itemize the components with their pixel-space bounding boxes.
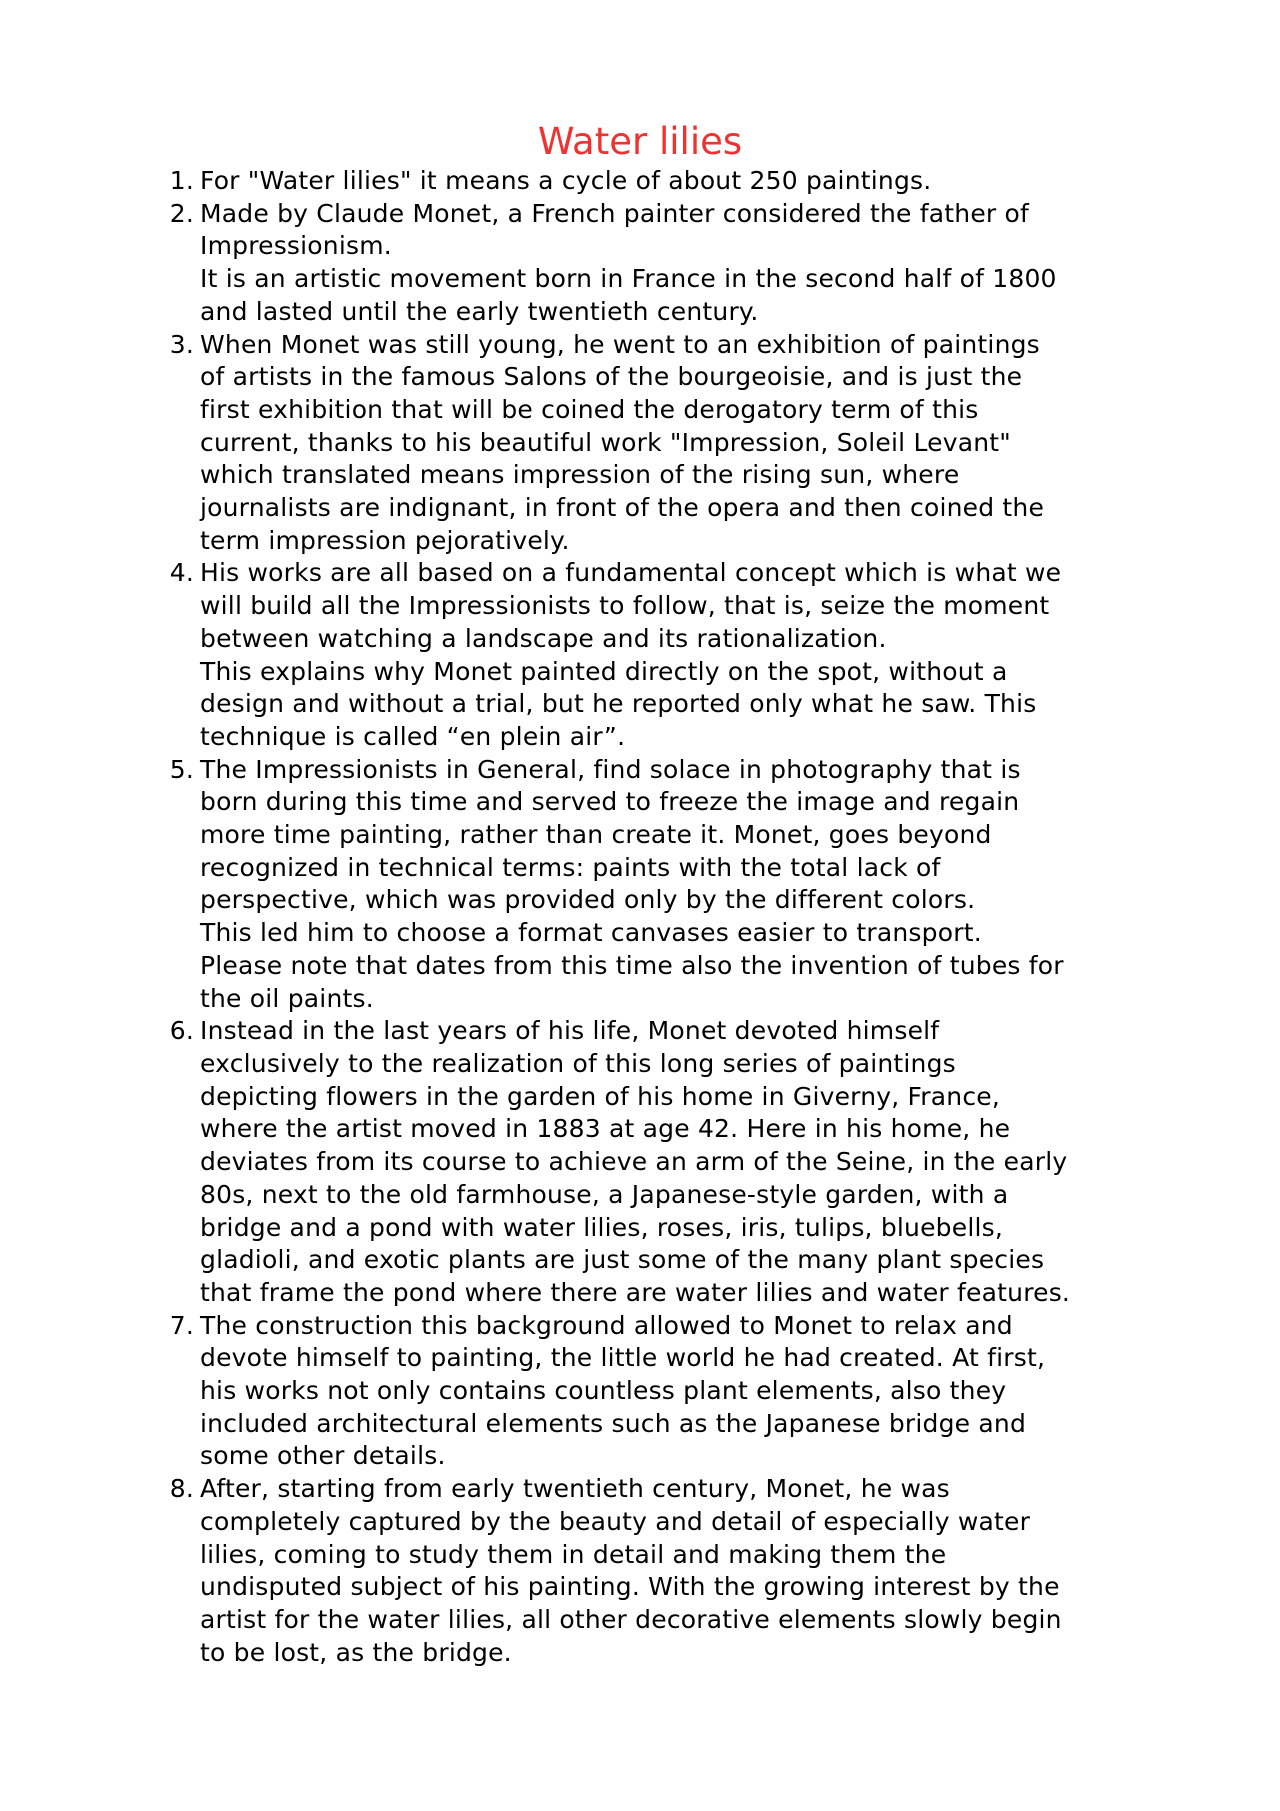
- text-line: The Impressionists in General, find solace in photography that is: [200, 754, 1021, 784]
- text-line: included architectural elements such as the Japanese bridge and: [200, 1408, 1027, 1438]
- text-line: completely captured by the beauty and detail of especially water: [200, 1506, 1031, 1536]
- text-line: design and without a trial, but he reported only what he saw. This: [200, 689, 1037, 719]
- text-line: After, starting from early twentieth century, Monet, he was: [200, 1474, 950, 1504]
- text-line: 80s, next to the old farmhouse, a Japanese-style garden, with a: [200, 1179, 1009, 1209]
- text-line: born during this time and served to freeze the image and regain: [200, 787, 1020, 817]
- text-line: between watching a landscape and its rationalization.: [200, 623, 887, 653]
- list-item-paragraph: [200, 263, 1180, 328]
- text-line: lilies, coming to study them in detail and making them the: [200, 1539, 947, 1569]
- list-item-number: 2.: [169, 198, 194, 228]
- list-item: [0, 754, 1280, 1016]
- text-line: The construction this background allowed to Monet to relax and: [200, 1310, 1013, 1340]
- list-item-number: 1.: [169, 166, 194, 195]
- list-item-paragraph: [200, 1310, 1180, 1474]
- text-line: gladioli, and exotic plants are just some of the many plant species: [200, 1245, 1045, 1275]
- text-line: It is an artistic movement born in France in the second half of 1800: [200, 264, 1057, 294]
- text-line: For "Water lilies" it means a cycle of about 250 paintings.: [200, 166, 932, 195]
- list-item-number: 5.: [169, 754, 194, 784]
- list-item-paragraph: [200, 329, 1180, 558]
- text-line: some other details.: [200, 1441, 446, 1471]
- list-item-paragraph: [200, 557, 1180, 655]
- text-line: This explains why Monet painted directly on the spot, without a: [200, 656, 1008, 686]
- text-line: His works are all based on a fundamental concept which is what we: [200, 558, 1062, 588]
- text-line: which translated means impression of the rising sun, where: [200, 460, 960, 490]
- list-item: [0, 1015, 1280, 1309]
- text-line: the oil paints.: [200, 983, 374, 1013]
- list-item-paragraph: [200, 950, 1180, 1015]
- text-line: artist for the water lilies, all other decorative elements slowly begin: [200, 1604, 1062, 1634]
- text-line: Made by Claude Monet, a French painter considered the father of: [200, 198, 1030, 228]
- text-line: his works not only contains countless plant elements, also they: [200, 1376, 1007, 1406]
- numbered-list: [0, 165, 1280, 1669]
- text-line: recognized in technical terms: paints with the total lack of: [200, 852, 941, 882]
- list-item-number: 3.: [169, 329, 194, 359]
- list-item: [0, 329, 1280, 558]
- text-line: technique is called “en plein air”.: [200, 721, 626, 751]
- list-item: [0, 165, 1280, 198]
- list-item-paragraph: [200, 656, 1180, 754]
- list-item: [0, 1310, 1280, 1474]
- list-item-paragraph: [200, 198, 1180, 263]
- text-line: will build all the Impressionists to follow, that is, seize the moment: [200, 591, 1050, 621]
- text-line: Instead in the last years of his life, Monet devoted himself: [200, 1016, 940, 1046]
- text-line: Please note that dates from this time also the invention of tubes for: [200, 950, 1064, 980]
- text-line: more time painting, rather than create it. Monet, goes beyond: [200, 820, 992, 850]
- text-line: Impressionism.: [200, 231, 392, 261]
- page-title: Water lilies: [537, 120, 743, 163]
- list-item-number: 6.: [169, 1016, 194, 1046]
- text-line: depicting flowers in the garden of his home in Giverny, France,: [200, 1081, 1001, 1111]
- text-line: bridge and a pond with water lilies, roses, iris, tulips, bluebells,: [200, 1212, 1003, 1242]
- text-line: When Monet was still young, he went to an exhibition of paintings: [200, 329, 1040, 359]
- text-line: that frame the pond where there are water lilies and water features.: [200, 1277, 1071, 1307]
- text-line: current, thanks to his beautiful work "Impression, Soleil Levant": [200, 427, 1011, 457]
- text-line: of artists in the famous Salons of the bourgeoisie, and is just the: [200, 362, 1023, 392]
- text-line: to be lost, as the bridge.: [200, 1637, 512, 1667]
- text-line: journalists are indignant, in front of the opera and then coined the: [200, 493, 1045, 523]
- text-line: and lasted until the early twentieth century.: [200, 296, 759, 326]
- list-item-number: 4.: [169, 558, 194, 588]
- list-item-paragraph: [200, 165, 1180, 198]
- list-item: [0, 1473, 1280, 1669]
- list-item-paragraph: [200, 1015, 1180, 1309]
- list-item-number: 7.: [169, 1310, 194, 1340]
- text-line: This led him to choose a format canvases easier to transport.: [200, 918, 982, 948]
- text-line: term impression pejoratively.: [200, 525, 570, 555]
- list-item: [0, 198, 1280, 329]
- text-line: first exhibition that will be coined the derogatory term of this: [200, 394, 979, 424]
- text-line: exclusively to the realization of this long series of paintings: [200, 1048, 956, 1078]
- list-item-paragraph: [200, 754, 1180, 918]
- text-line: perspective, which was provided only by the different colors.: [200, 885, 976, 915]
- text-line: devote himself to painting, the little world he had created. At first,: [200, 1343, 1046, 1373]
- list-item-paragraph: [200, 917, 1180, 950]
- text-line: deviates from its course to achieve an arm of the Seine, in the early: [200, 1147, 1068, 1177]
- list-item-number: 8.: [169, 1474, 194, 1504]
- text-line: where the artist moved in 1883 at age 42. Here in his home, he: [200, 1114, 1011, 1144]
- list-item: [0, 557, 1280, 753]
- text-line: undisputed subject of his painting. With the growing interest by the: [200, 1572, 1060, 1602]
- list-item-paragraph: [200, 1473, 1180, 1669]
